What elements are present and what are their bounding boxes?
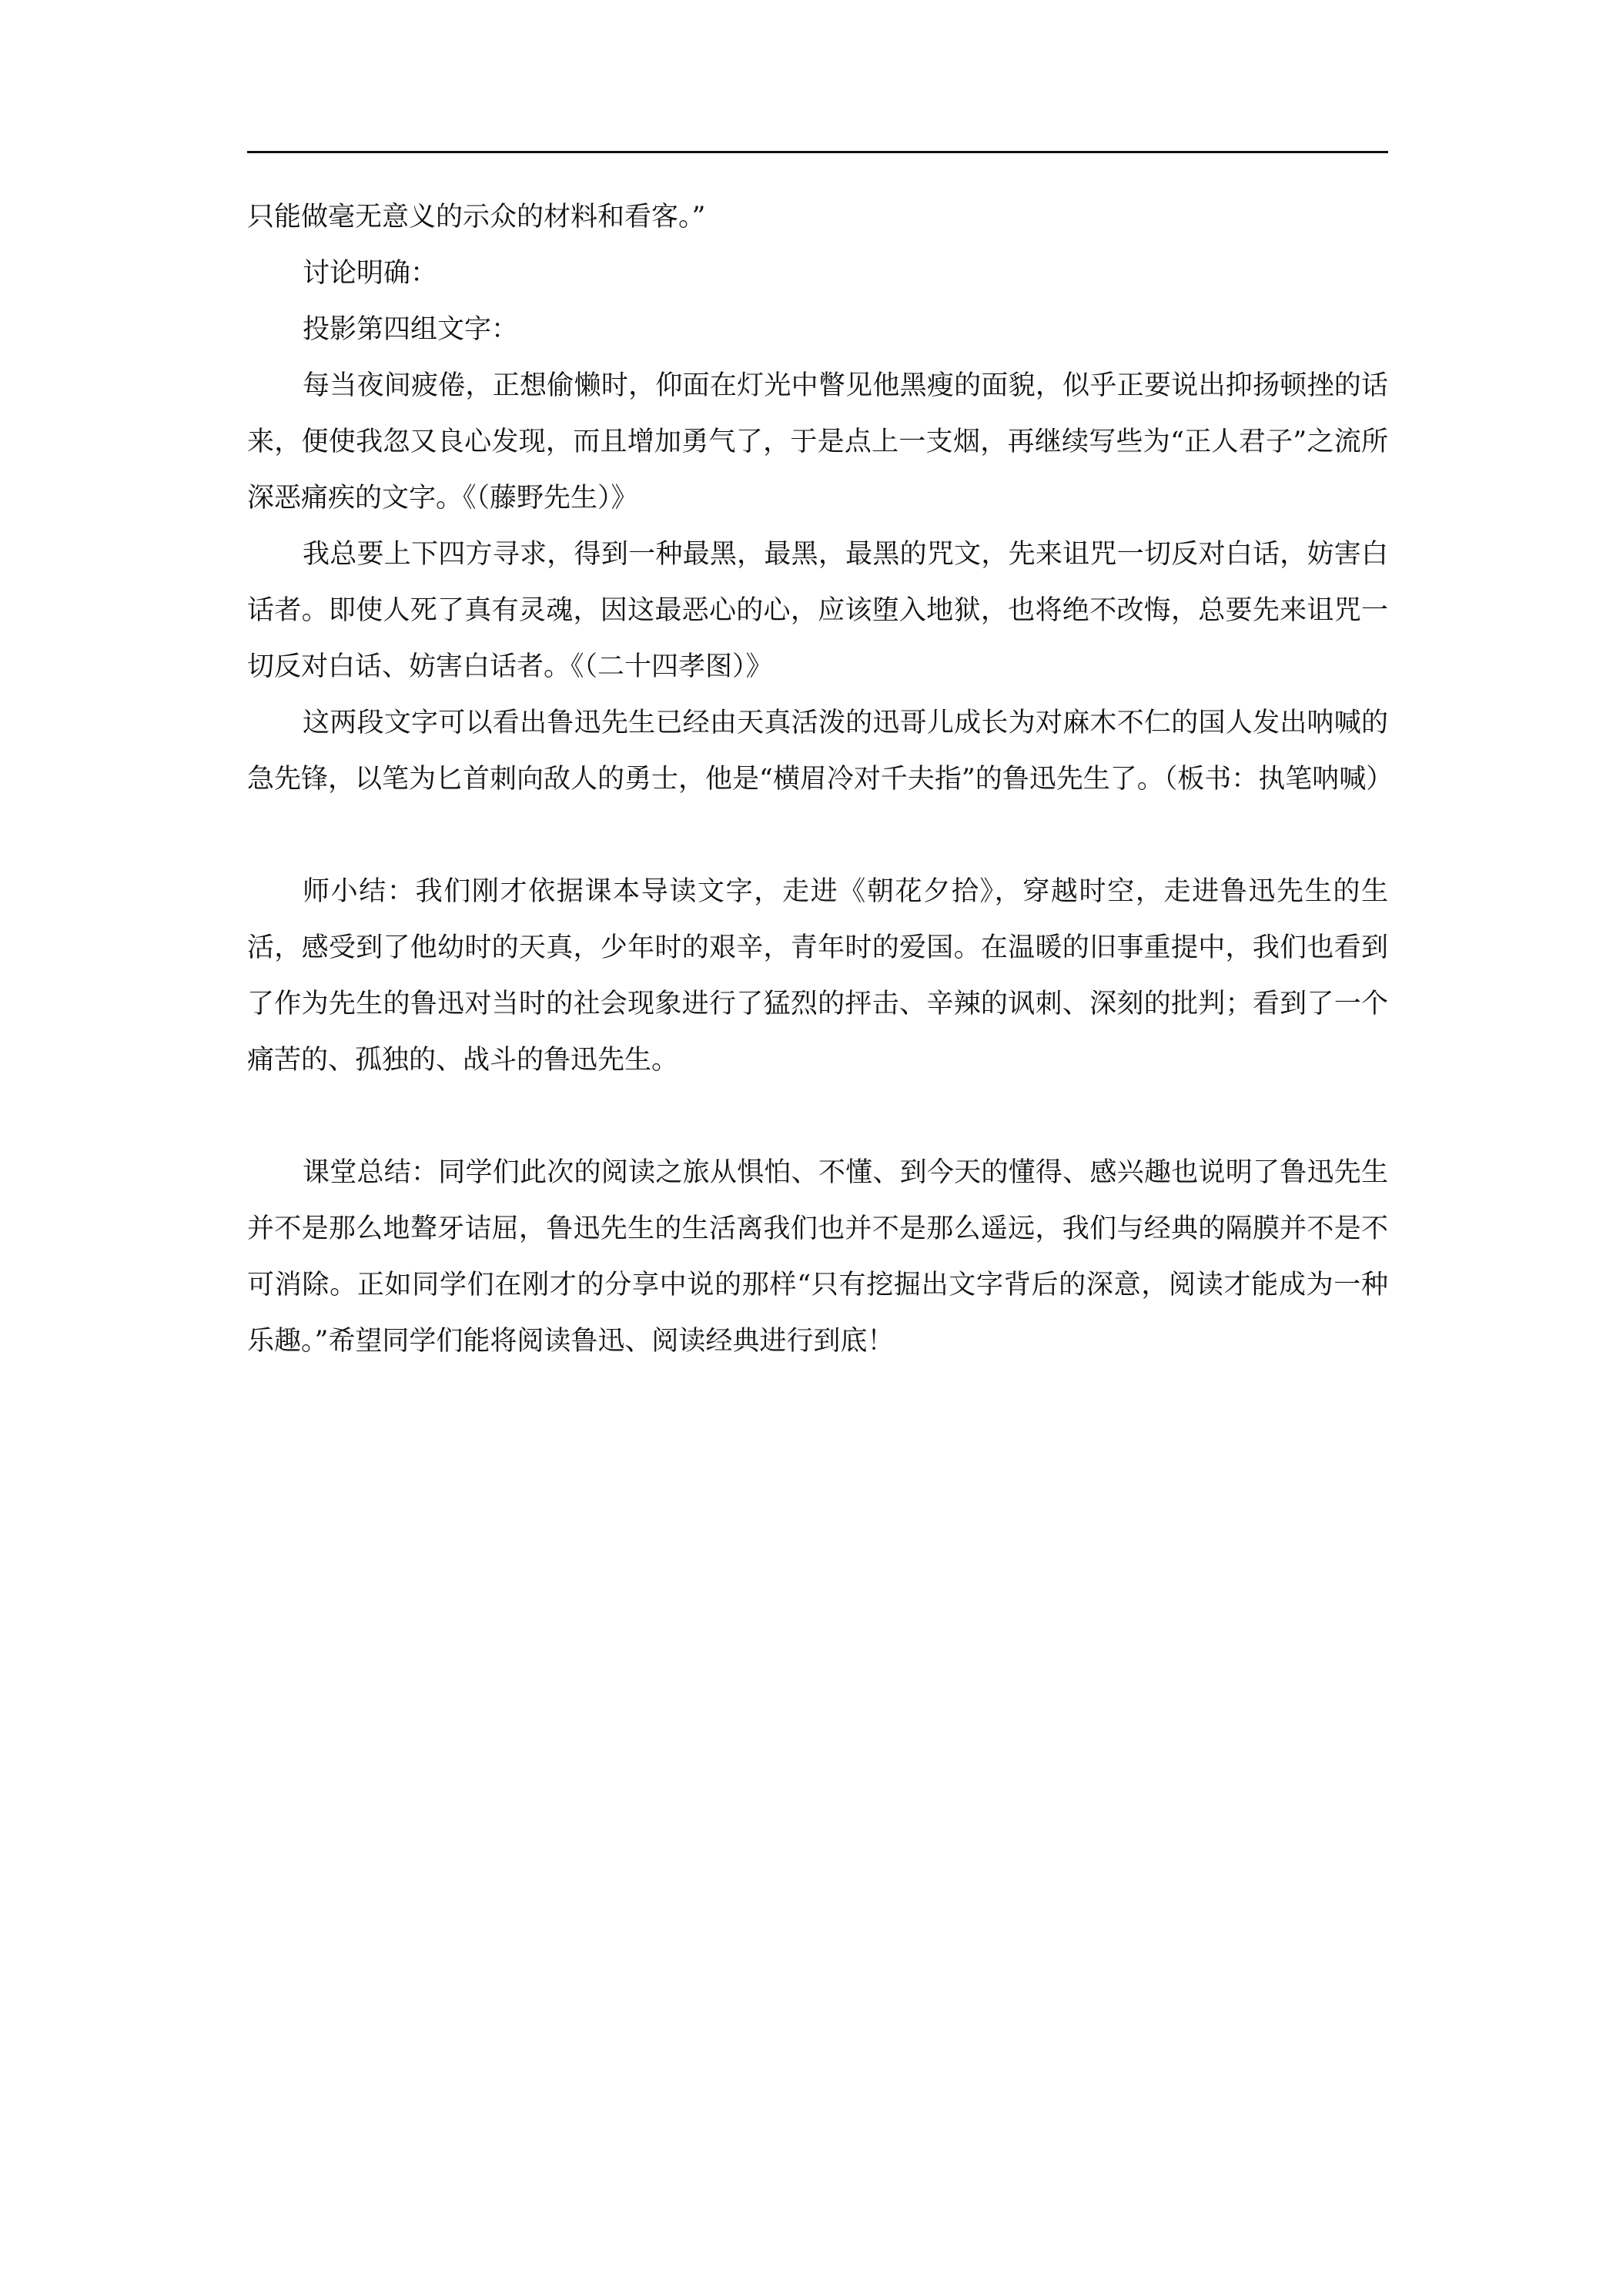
paragraph-gap	[247, 808, 1388, 864]
projection-label: 投影第四组文字：	[303, 314, 519, 345]
quote-paragraph-fujino: 每当夜间疲倦，正想偷懒时，仰面在灯光中瞥见他黑瘦的面貌，似乎正要说出抑扬顿挫的话来，便使我忽又良心发现，而且增加勇气了，于是点上一支烟，再继续写些为“正人君子”之流所深恶痛疾的文字。《（藤野先生）》	[247, 370, 1388, 514]
class-summary-paragraph: 课堂总结：同学们此次的阅读之旅从惧怕、不懂、到今天的懂得、感兴趣也说明了鲁迅先生并不是那么地聱牙诘屈，鲁迅先生的生活离我们也并不是那么遥远，我们与经典的隔膜并不是不可消除。正如同学们在刚才的分享中说的那样“只有挖掘出文字背后的深意，阅读才能成为一种乐趣。”希望同学们能将阅读鲁迅、阅读经典进行到底！	[247, 1157, 1388, 1357]
header-rule	[247, 151, 1388, 153]
analysis-paragraph: 这两段文字可以看出鲁迅先生已经由天真活泼的迅哥儿成长为对麻木不仁的国人发出呐喊的急先锋，以笔为匕首刺向敌人的勇士，他是“横眉冷对千夫指”的鲁迅先生了。（板书：执笔呐喊）	[247, 708, 1394, 795]
discussion-label: 讨论明确：	[303, 258, 438, 289]
continuation-line: 只能做毫无意义的示众的材料和看客。”	[247, 202, 706, 233]
paragraph-gap	[247, 1089, 1388, 1145]
document-body	[247, 189, 1394, 1370]
quote-paragraph-24-filial: 我总要上下四方寻求，得到一种最黑，最黑，最黑的咒文，先来诅咒一切反对白话，妨害白话者。即使人死了真有灵魂，因这最恶心的心，应该堕入地狱，也将绝不改悔，总要先来诅咒一切反对白话、妨害白话者。《（二十四孝图）》	[247, 539, 1388, 682]
teacher-summary-paragraph: 师小结：我们刚才依据课本导读文字，走进《朝花夕拾》，穿越时空，走进鲁迅先生的生活，感受到了他幼时的天真，少年时的艰辛，青年时的爱国。在温暖的旧事重提中，我们也看到了作为先生的鲁迅对当时的社会现象进行了猛烈的抨击、辛辣的讽刺、深刻的批判；看到了一个痛苦的、孤独的、战斗的鲁迅先生。	[247, 876, 1388, 1076]
